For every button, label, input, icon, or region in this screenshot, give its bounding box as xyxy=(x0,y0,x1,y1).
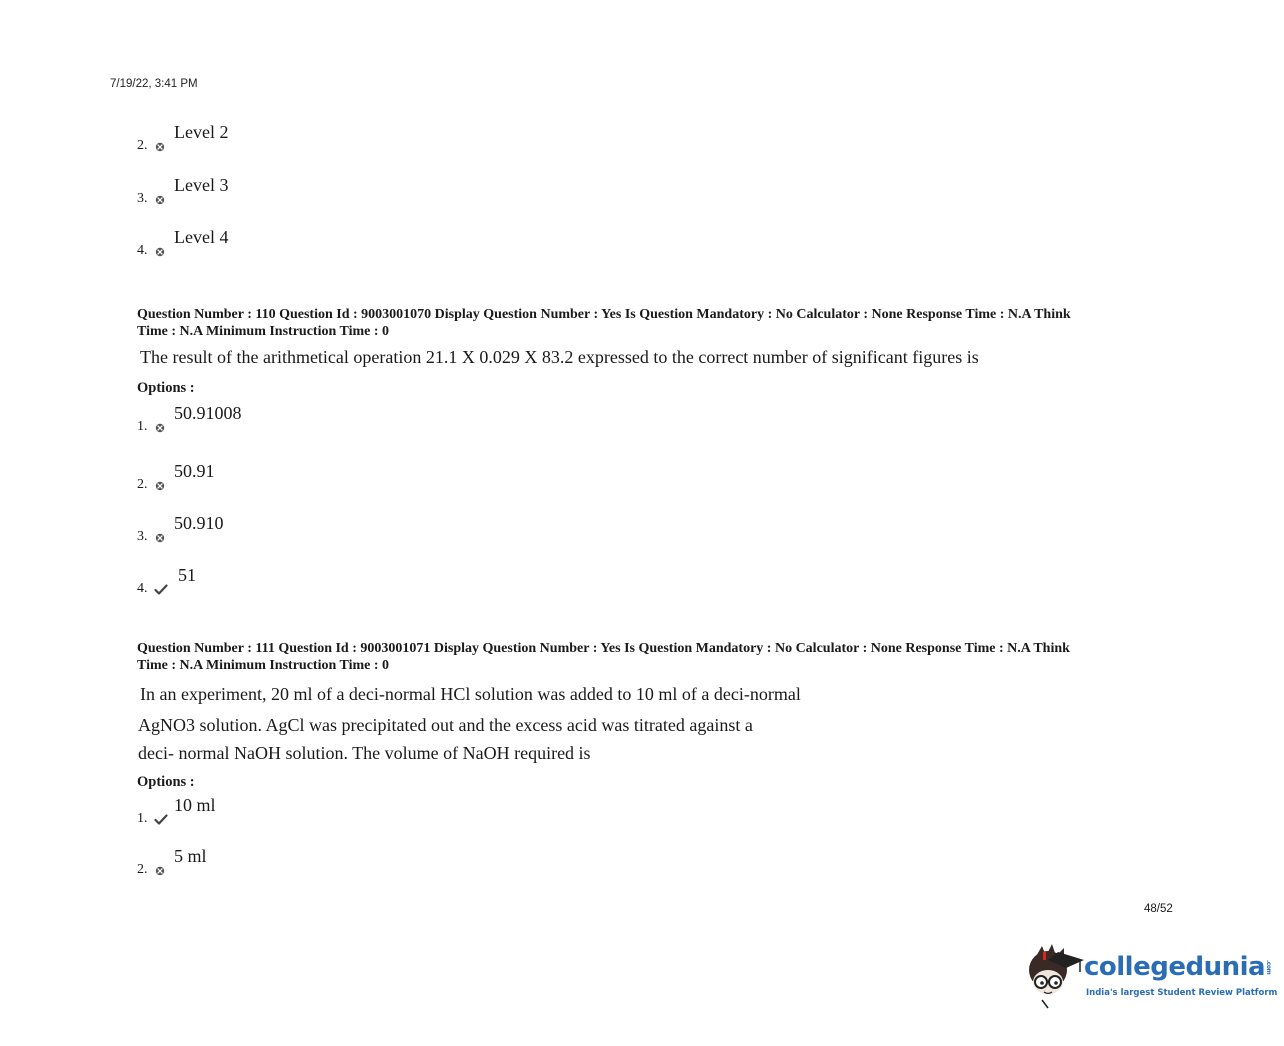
brand-name xyxy=(1084,952,1272,982)
question-text-line: AgNO3 solution. AgCl was precipitated out and the excess acid was titrated against a xyxy=(138,715,753,735)
brand-wordmark: collegedunia xyxy=(1084,952,1266,982)
page-number: 48/52 xyxy=(1144,903,1173,915)
cross-icon xyxy=(154,422,166,434)
question-meta-line: Question Number : 110 Question Id : 9003001070 Display Question Number : Yes Is Question Mandatory : No Calculator : None Response Time : N.A Think xyxy=(137,307,1071,322)
option-text: 10 ml xyxy=(174,795,216,815)
option-text: Level 4 xyxy=(174,227,229,247)
option-number: 3. xyxy=(137,191,148,206)
option-number: 4. xyxy=(137,243,148,258)
options-label: Options : xyxy=(137,380,195,396)
option-text: Level 3 xyxy=(174,175,229,195)
question-meta xyxy=(137,640,1157,674)
question-text-line: deci- normal NaOH solution. The volume of NaOH required is xyxy=(138,743,591,763)
option-number: 3. xyxy=(137,529,148,544)
question-meta-line: Time : N.A Minimum Instruction Time : 0 xyxy=(137,658,390,673)
option-text: 5 ml xyxy=(174,846,207,866)
question-text-line: In an experiment, 20 ml of a deci-normal HCl solution was added to 10 ml of a deci-normal xyxy=(140,684,801,704)
question-text: The result of the arithmetical operation 21.1 X 0.029 X 83.2 expressed to the correct number of significant figures is xyxy=(140,347,979,367)
brand-tagline: India's largest Student Review Platform xyxy=(1086,988,1278,998)
option-text: 50.910 xyxy=(174,513,224,533)
brand-domain: .com xyxy=(1265,960,1273,975)
cross-icon xyxy=(154,532,166,544)
check-icon xyxy=(154,813,168,826)
cross-icon xyxy=(154,480,166,492)
cross-icon xyxy=(154,865,166,877)
options-label: Options : xyxy=(137,774,195,790)
option-text: 50.91 xyxy=(174,461,215,481)
option-text: Level 2 xyxy=(174,122,229,142)
option-number: 4. xyxy=(137,581,148,596)
check-icon xyxy=(154,583,168,596)
question-meta-line: Question Number : 111 Question Id : 9003001071 Display Question Number : Yes Is Question Mandatory : No Calculator : None Response Time : N.A Think xyxy=(137,641,1070,656)
cross-icon xyxy=(154,246,166,258)
option-number: 2. xyxy=(137,477,148,492)
option-text: 50.91008 xyxy=(174,403,242,423)
option-number: 2. xyxy=(137,138,148,153)
option-text: 51 xyxy=(178,565,196,585)
mascot-icon xyxy=(1022,938,1086,1010)
question-meta xyxy=(137,306,1157,340)
brand-logo xyxy=(1022,938,1278,1010)
print-timestamp: 7/19/22, 3:41 PM xyxy=(110,78,198,90)
cross-icon xyxy=(154,194,166,206)
option-number: 1. xyxy=(137,811,148,826)
option-number: 1. xyxy=(137,419,148,434)
cross-icon xyxy=(154,141,166,153)
option-number: 2. xyxy=(137,862,148,877)
question-meta-line: Time : N.A Minimum Instruction Time : 0 xyxy=(137,324,390,339)
